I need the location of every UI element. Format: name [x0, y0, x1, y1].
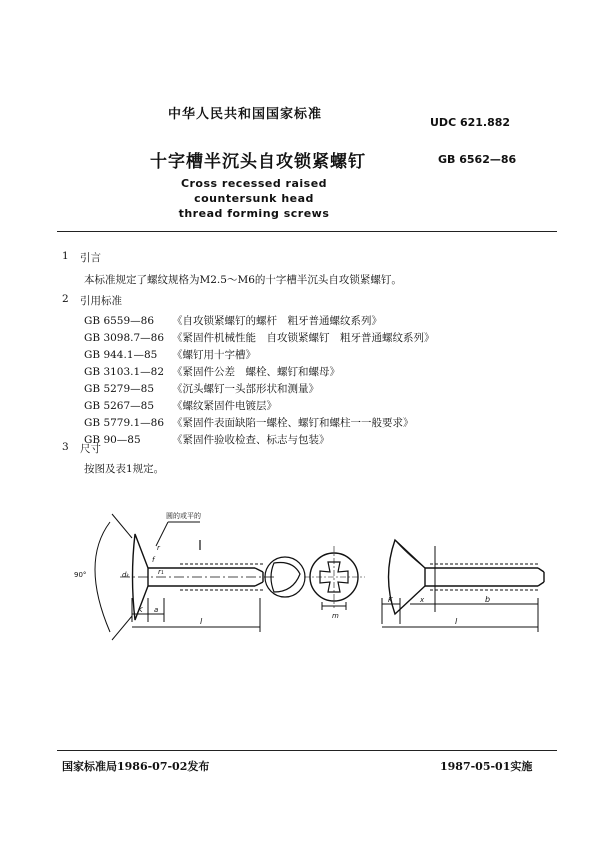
dim-dk-label: dₖ: [122, 571, 130, 579]
reference-title: 《自攻锁紧螺钉的螺杆 粗牙普通螺纹系列》: [172, 315, 382, 327]
dim-f-label: f: [152, 556, 155, 564]
english-title-line2: thread forming screws: [178, 207, 330, 220]
callout-label: 圆的或平的: [166, 512, 201, 520]
reference-title: 《紧固件表面缺陷一螺栓、螺钉和螺柱一一般要求》: [172, 417, 414, 429]
reference-code: GB 3098.7—86: [84, 332, 165, 344]
section-2-heading: [62, 293, 462, 307]
reference-item: [84, 415, 414, 430]
document-title: 十字槽半沉头自攻锁紧螺钉: [150, 152, 366, 172]
dim-l-label: l: [200, 617, 203, 626]
dim-a-label: a: [154, 606, 159, 614]
reference-code: GB 5279—85: [84, 383, 155, 395]
reference-item: [84, 330, 435, 345]
section-number: 1: [62, 250, 69, 262]
reference-code: GB 90—85: [84, 434, 141, 446]
reference-title: 《螺纹紧固件电镀层》: [172, 400, 277, 412]
dim-r1-label: r₁: [158, 568, 164, 576]
section-3-heading: [62, 441, 462, 455]
standard-category-title: 中华人民共和国国家标准: [168, 107, 323, 122]
dim-k-right-label: K: [388, 596, 393, 604]
angle-label: 90°: [74, 571, 87, 579]
section-title: 引用标准: [80, 295, 122, 307]
section-1-heading: [62, 250, 462, 264]
footer-rule: [57, 750, 557, 751]
angle-arc: [95, 522, 110, 632]
section-number: 3: [62, 441, 69, 453]
udc-number: UDC 621.882: [430, 116, 511, 129]
reference-item: [84, 364, 340, 379]
section-title: 尺寸: [80, 443, 101, 455]
section-1-body: 本标准规定了螺纹规格为M2.5～M6的十字槽半沉头自攻锁紧螺钉。: [84, 274, 402, 286]
dim-m-label: m: [332, 612, 339, 620]
gb-number: GB 6562—86: [438, 153, 517, 166]
english-title: [144, 176, 364, 221]
reference-code: GB 5267—85: [84, 400, 155, 412]
reference-item: [84, 398, 277, 413]
reference-item: [84, 313, 382, 328]
reference-title: 《沉头螺钉一头部形状和测量》: [172, 383, 319, 395]
reference-code: GB 5779.1—86: [84, 417, 165, 429]
reference-code: GB 3103.1—82: [84, 366, 165, 378]
section-title: 引言: [80, 252, 101, 264]
reference-item: [84, 381, 319, 396]
reference-title: 《紧固件验收检查、标志与包装》: [172, 434, 330, 446]
dim-k-label: K: [138, 606, 143, 614]
reference-item: [84, 347, 256, 362]
section-number: 2: [62, 293, 69, 305]
english-title-line1: Cross recessed raised countersunk head: [180, 177, 328, 205]
dim-l-right-label: l: [455, 617, 458, 626]
reference-title: 《紧固件机械性能 自攻锁紧螺钉 粗牙普通螺纹系列》: [172, 332, 435, 344]
dim-rf-label: r: [157, 544, 160, 552]
header-rule: [57, 231, 557, 232]
screw-drawing: [60, 502, 560, 652]
issued-date: 国家标准局1986-07-02发布: [62, 760, 210, 773]
reference-code: GB 6559—86: [84, 315, 155, 327]
effective-date: 1987-05-01实施: [440, 760, 533, 773]
reference-title: 《螺钉用十字槽》: [172, 349, 256, 361]
section-3-body: 按图及表1规定。: [84, 463, 165, 475]
dim-x-label: x: [420, 596, 425, 604]
dim-b-label: b: [485, 595, 491, 604]
reference-title: 《紧固件公差 螺栓、螺钉和螺母》: [172, 366, 340, 378]
reference-code: GB 944.1—85: [84, 349, 158, 361]
